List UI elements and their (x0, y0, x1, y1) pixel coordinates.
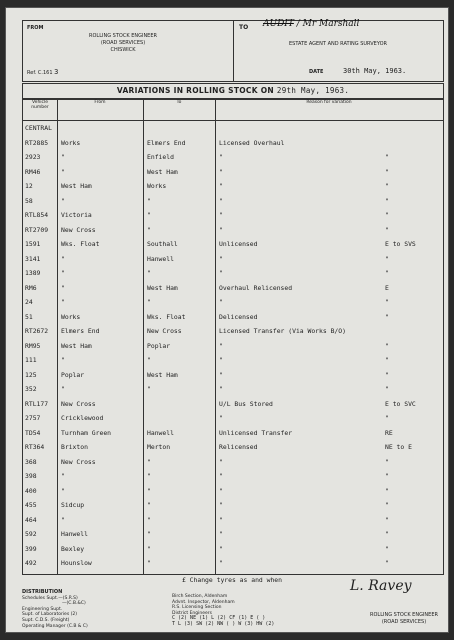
from-line-3: CHISWICK (110, 47, 136, 53)
vehicle-number: 12 (25, 182, 33, 190)
distribution-line: —(C.B.&C) (62, 601, 86, 607)
table-row (23, 340, 443, 353)
reason-cell: " (219, 457, 223, 466)
column-header-reason: Reason for variation (306, 100, 352, 105)
column-header-vehicle: Vehicle number (31, 100, 49, 110)
table-row (23, 282, 443, 295)
from-cell: Elmers End (61, 327, 100, 335)
code-cell: E (385, 283, 389, 292)
from-cell: Hanwell (61, 530, 88, 538)
to-cell: " (147, 225, 151, 234)
struck-recipient: AUDIT (263, 19, 294, 29)
reason-cell: Overhaul Relicensed (219, 283, 293, 292)
vehicle-number: 400 (25, 486, 37, 495)
vehicle-number: CENTRAL (25, 124, 52, 132)
to-cell: " (147, 472, 151, 480)
from-address (63, 33, 183, 54)
code-cell: " (385, 370, 389, 379)
vehicle-number: 125 (25, 370, 37, 379)
code-cell: " (385, 414, 389, 422)
from-cell: Brixton (61, 443, 88, 451)
to-cell: " (147, 211, 151, 219)
table-row (23, 180, 443, 193)
from-cell: " (61, 167, 65, 176)
to-cell: " (147, 501, 151, 509)
from-line-1: ROLLING STOCK ENGINEER (89, 33, 157, 39)
to-cell: " (147, 457, 151, 466)
reason-cell: U/L Bus Stored (219, 399, 273, 408)
from-cell: " (61, 385, 65, 393)
from-cell: New Cross (61, 225, 96, 234)
handwritten-recipient (263, 19, 359, 29)
from-cell: Bexley (61, 544, 85, 553)
reason-cell: " (219, 515, 223, 524)
vehicle-number: 3141 (25, 254, 41, 263)
vehicle-number: 492 (25, 559, 37, 567)
distribution-line: Supt. C.D.S. (Freight) (22, 617, 70, 623)
from-cell: " (61, 153, 65, 161)
section-line: R.S. Licensing Section (172, 605, 222, 611)
code-cell: " (385, 530, 389, 538)
district-codes: T L (3) SW (2) NW ( ) W (3) HW (2) (172, 620, 275, 627)
to-cell: Hanwell (147, 428, 174, 437)
code-cell: " (385, 254, 389, 263)
table-row (23, 238, 443, 251)
reason-cell: " (219, 167, 223, 176)
to-cell: " (147, 530, 151, 538)
table-row (23, 325, 443, 338)
column-header-from: From (94, 100, 106, 105)
reason-cell: " (219, 472, 223, 480)
to-cell: Merton (147, 443, 171, 451)
code-cell: " (385, 341, 389, 350)
from-cell: Wks. Float (61, 240, 100, 248)
code-cell: " (385, 501, 389, 509)
reason-cell: " (219, 370, 223, 379)
table-row (23, 499, 443, 512)
table-row (23, 151, 443, 164)
code-cell: " (385, 385, 389, 393)
table-row (23, 427, 443, 440)
distribution-line: Engineering Supt. (22, 606, 63, 612)
table-row (23, 267, 443, 280)
code-cell: " (385, 486, 389, 495)
vehicle-number: RM95 (25, 341, 41, 350)
reason-cell: " (219, 211, 223, 219)
vehicle-number: 464 (25, 515, 37, 524)
from-cell: " (61, 196, 65, 205)
code-cell: " (385, 225, 389, 234)
footer-note: £ Change tyres as and when (181, 576, 283, 584)
table-row (23, 166, 443, 179)
table-row (23, 311, 443, 324)
reason-cell: " (219, 530, 223, 538)
to-cell: " (147, 298, 151, 306)
vehicle-number: 2757 (25, 414, 41, 422)
section-line: Birch Section, Aldenham (172, 594, 228, 599)
code-cell: " (385, 356, 389, 364)
table-row (23, 398, 443, 411)
distribution-line: Schedules Supt.—(S.R.S) (22, 595, 78, 601)
from-cell: New Cross (61, 399, 96, 408)
header-divider (233, 21, 234, 81)
to-label: TO (239, 24, 249, 31)
from-cell: Works (61, 312, 81, 321)
from-cell: West Ham (61, 341, 92, 350)
to-cell: Elmers End (147, 138, 186, 147)
from-line-2: (ROAD SERVICES) (100, 40, 146, 46)
table-row (23, 122, 443, 135)
table-row (23, 296, 443, 309)
from-cell: " (61, 356, 65, 364)
vehicle-number: TD54 (25, 428, 41, 437)
table-row (23, 369, 443, 382)
distribution-sections (172, 594, 274, 628)
to-cell: " (147, 559, 151, 567)
reason-cell: " (219, 225, 223, 234)
reason-cell: " (219, 544, 223, 553)
vehicle-number: RT364 (25, 443, 45, 451)
to-cell: West Ham (147, 283, 178, 292)
code-cell: " (385, 211, 389, 219)
header-rule (23, 120, 443, 121)
section-line: Advnt. Inspector, Aldenham (172, 599, 235, 605)
vehicle-number: 592 (25, 530, 37, 538)
table-row (23, 514, 443, 527)
signoff-line: ROLLING STOCK ENGINEER (370, 612, 438, 618)
to-cell: Wks. Float (147, 312, 186, 321)
code-cell: " (385, 457, 389, 466)
vehicle-number: 1591 (25, 240, 41, 248)
table-row (23, 412, 443, 425)
vehicle-number: 398 (25, 472, 37, 480)
distribution-line: Operating Manager (C.B & C) (22, 623, 88, 629)
reason-cell: " (219, 341, 223, 350)
district-codes: C (2) NE (1) L (2) CF (1) E ( ) (172, 615, 266, 622)
reason-cell: Unlicensed Transfer (219, 428, 293, 437)
table-row (23, 528, 443, 541)
reason-cell: Licensed Overhaul (219, 138, 285, 147)
distribution-line: Supt. of Laboratories (2) (22, 612, 77, 618)
table-row (23, 354, 443, 367)
vehicle-number: RTL854 (25, 211, 49, 219)
recipient-name: / Mr Marshall (296, 19, 360, 29)
title-prefix: VARIATIONS IN ROLLING STOCK ON (116, 86, 274, 95)
vehicle-number: 24 (25, 298, 33, 306)
code-cell: " (385, 167, 389, 176)
code-cell: " (385, 472, 389, 480)
vehicle-number: RT2885 (25, 138, 49, 147)
code-cell: " (385, 559, 389, 567)
page-title (22, 83, 444, 99)
vehicle-number: 111 (25, 356, 37, 364)
reason-cell: Delicensed (219, 312, 258, 321)
vehicle-number: RTL177 (25, 399, 49, 408)
code-cell: " (385, 196, 389, 205)
from-cell: " (61, 515, 65, 524)
vehicle-number: 399 (25, 544, 37, 553)
reason-cell: " (219, 298, 223, 306)
reason-cell: " (219, 486, 223, 495)
vehicle-number: 2923 (25, 153, 41, 161)
code-cell: NE to E (385, 443, 412, 451)
table-row (23, 557, 443, 570)
table-row (23, 456, 443, 469)
table-row (23, 195, 443, 208)
vehicle-number: 352 (25, 385, 37, 393)
from-cell: West Ham (61, 182, 92, 190)
distribution-label: DISTRIBUTION (22, 589, 63, 595)
to-address (273, 41, 403, 48)
from-cell: " (61, 472, 65, 480)
from-cell: Turnham Green (61, 428, 112, 437)
to-cell: " (147, 486, 151, 495)
reason-cell: " (219, 269, 223, 277)
code-cell: RE (385, 428, 393, 437)
from-cell: Victoria (61, 211, 92, 219)
vehicle-number: 455 (25, 501, 37, 509)
to-cell: Works (147, 182, 167, 190)
to-cell: West Ham (147, 167, 178, 176)
from-cell: Cricklewood (61, 414, 104, 422)
code-cell: " (385, 153, 389, 161)
code-cell: " (385, 269, 389, 277)
reason-cell: Relicensed (219, 443, 258, 451)
from-cell: " (61, 254, 65, 263)
from-cell: Poplar (61, 370, 85, 379)
from-cell: Sidcup (61, 501, 85, 509)
to-cell: Poplar (147, 341, 171, 350)
to-cell: " (147, 385, 151, 393)
table-row (23, 543, 443, 556)
ref-value: 3 (54, 68, 59, 76)
reason-cell: " (219, 254, 223, 263)
to-cell: Hanwell (147, 254, 174, 263)
reason-cell: " (219, 501, 223, 509)
reason-cell: Licensed Transfer (Via Works B/O) (219, 327, 346, 335)
table-row (23, 253, 443, 266)
code-cell: E to SVS (385, 240, 416, 248)
signature: L. Ravey (350, 578, 412, 594)
date-label: DATE (309, 69, 324, 75)
title-date: 29th May, 1963. (276, 86, 350, 95)
reason-cell: " (219, 356, 223, 364)
to-cell: Southall (147, 240, 178, 248)
date-value: 30th May, 1963. (343, 67, 407, 75)
vehicle-number: RT2709 (25, 225, 49, 234)
reason-cell: " (219, 414, 223, 422)
from-cell: " (61, 269, 65, 277)
to-cell: " (147, 544, 151, 553)
ref-label: Ref. C.161 (27, 70, 53, 76)
table-row (23, 485, 443, 498)
to-cell: " (147, 356, 151, 364)
to-cell: Enfield (147, 153, 174, 161)
reason-cell: " (219, 385, 223, 393)
to-cell: " (147, 515, 151, 524)
from-cell: New Cross (61, 457, 96, 466)
to-cell: " (147, 196, 151, 205)
vehicle-number: RM46 (25, 167, 41, 176)
from-label: FROM (27, 25, 44, 31)
code-cell: E to SVC (385, 399, 416, 408)
code-cell: " (385, 312, 389, 321)
table-row (23, 470, 443, 483)
table-row (23, 209, 443, 222)
header-box (22, 20, 444, 82)
reason-cell: " (219, 559, 223, 567)
reference (27, 68, 58, 76)
code-cell: " (385, 515, 389, 524)
vehicle-number: RM6 (25, 283, 37, 292)
code-cell: " (385, 544, 389, 553)
from-cell: " (61, 298, 65, 306)
vehicle-number: RT2672 (25, 327, 49, 335)
code-cell: " (385, 182, 389, 190)
signoff-block (370, 612, 438, 626)
vehicle-number: 58 (25, 196, 33, 205)
from-cell: Works (61, 138, 81, 147)
signoff-line: (ROAD SERVICES) (381, 619, 427, 625)
to-cell: New Cross (147, 327, 182, 335)
reason-cell: " (219, 196, 223, 205)
from-cell: Hounslow (61, 559, 92, 567)
to-line-1: ESTATE AGENT AND RATING SURVEYOR (288, 41, 388, 47)
to-cell: West Ham (147, 370, 178, 379)
column-header-to: To (176, 100, 182, 105)
table-row (23, 137, 443, 150)
vehicle-number: 1389 (25, 269, 41, 277)
reason-cell: Unlicensed (219, 240, 258, 248)
table-row (23, 224, 443, 237)
vehicle-number: 51 (25, 312, 33, 321)
section-line: District Engineers (172, 610, 212, 616)
code-cell: " (385, 298, 389, 306)
reason-cell: " (219, 182, 223, 190)
to-cell: " (147, 269, 151, 277)
reason-cell: " (219, 153, 223, 161)
document-sheet (6, 8, 448, 632)
vehicle-number: 368 (25, 457, 37, 466)
table-row (23, 441, 443, 454)
table-row (23, 383, 443, 396)
variations-table (22, 99, 444, 575)
from-cell: " (61, 283, 65, 292)
distribution-list (22, 590, 88, 629)
from-cell: " (61, 486, 65, 495)
